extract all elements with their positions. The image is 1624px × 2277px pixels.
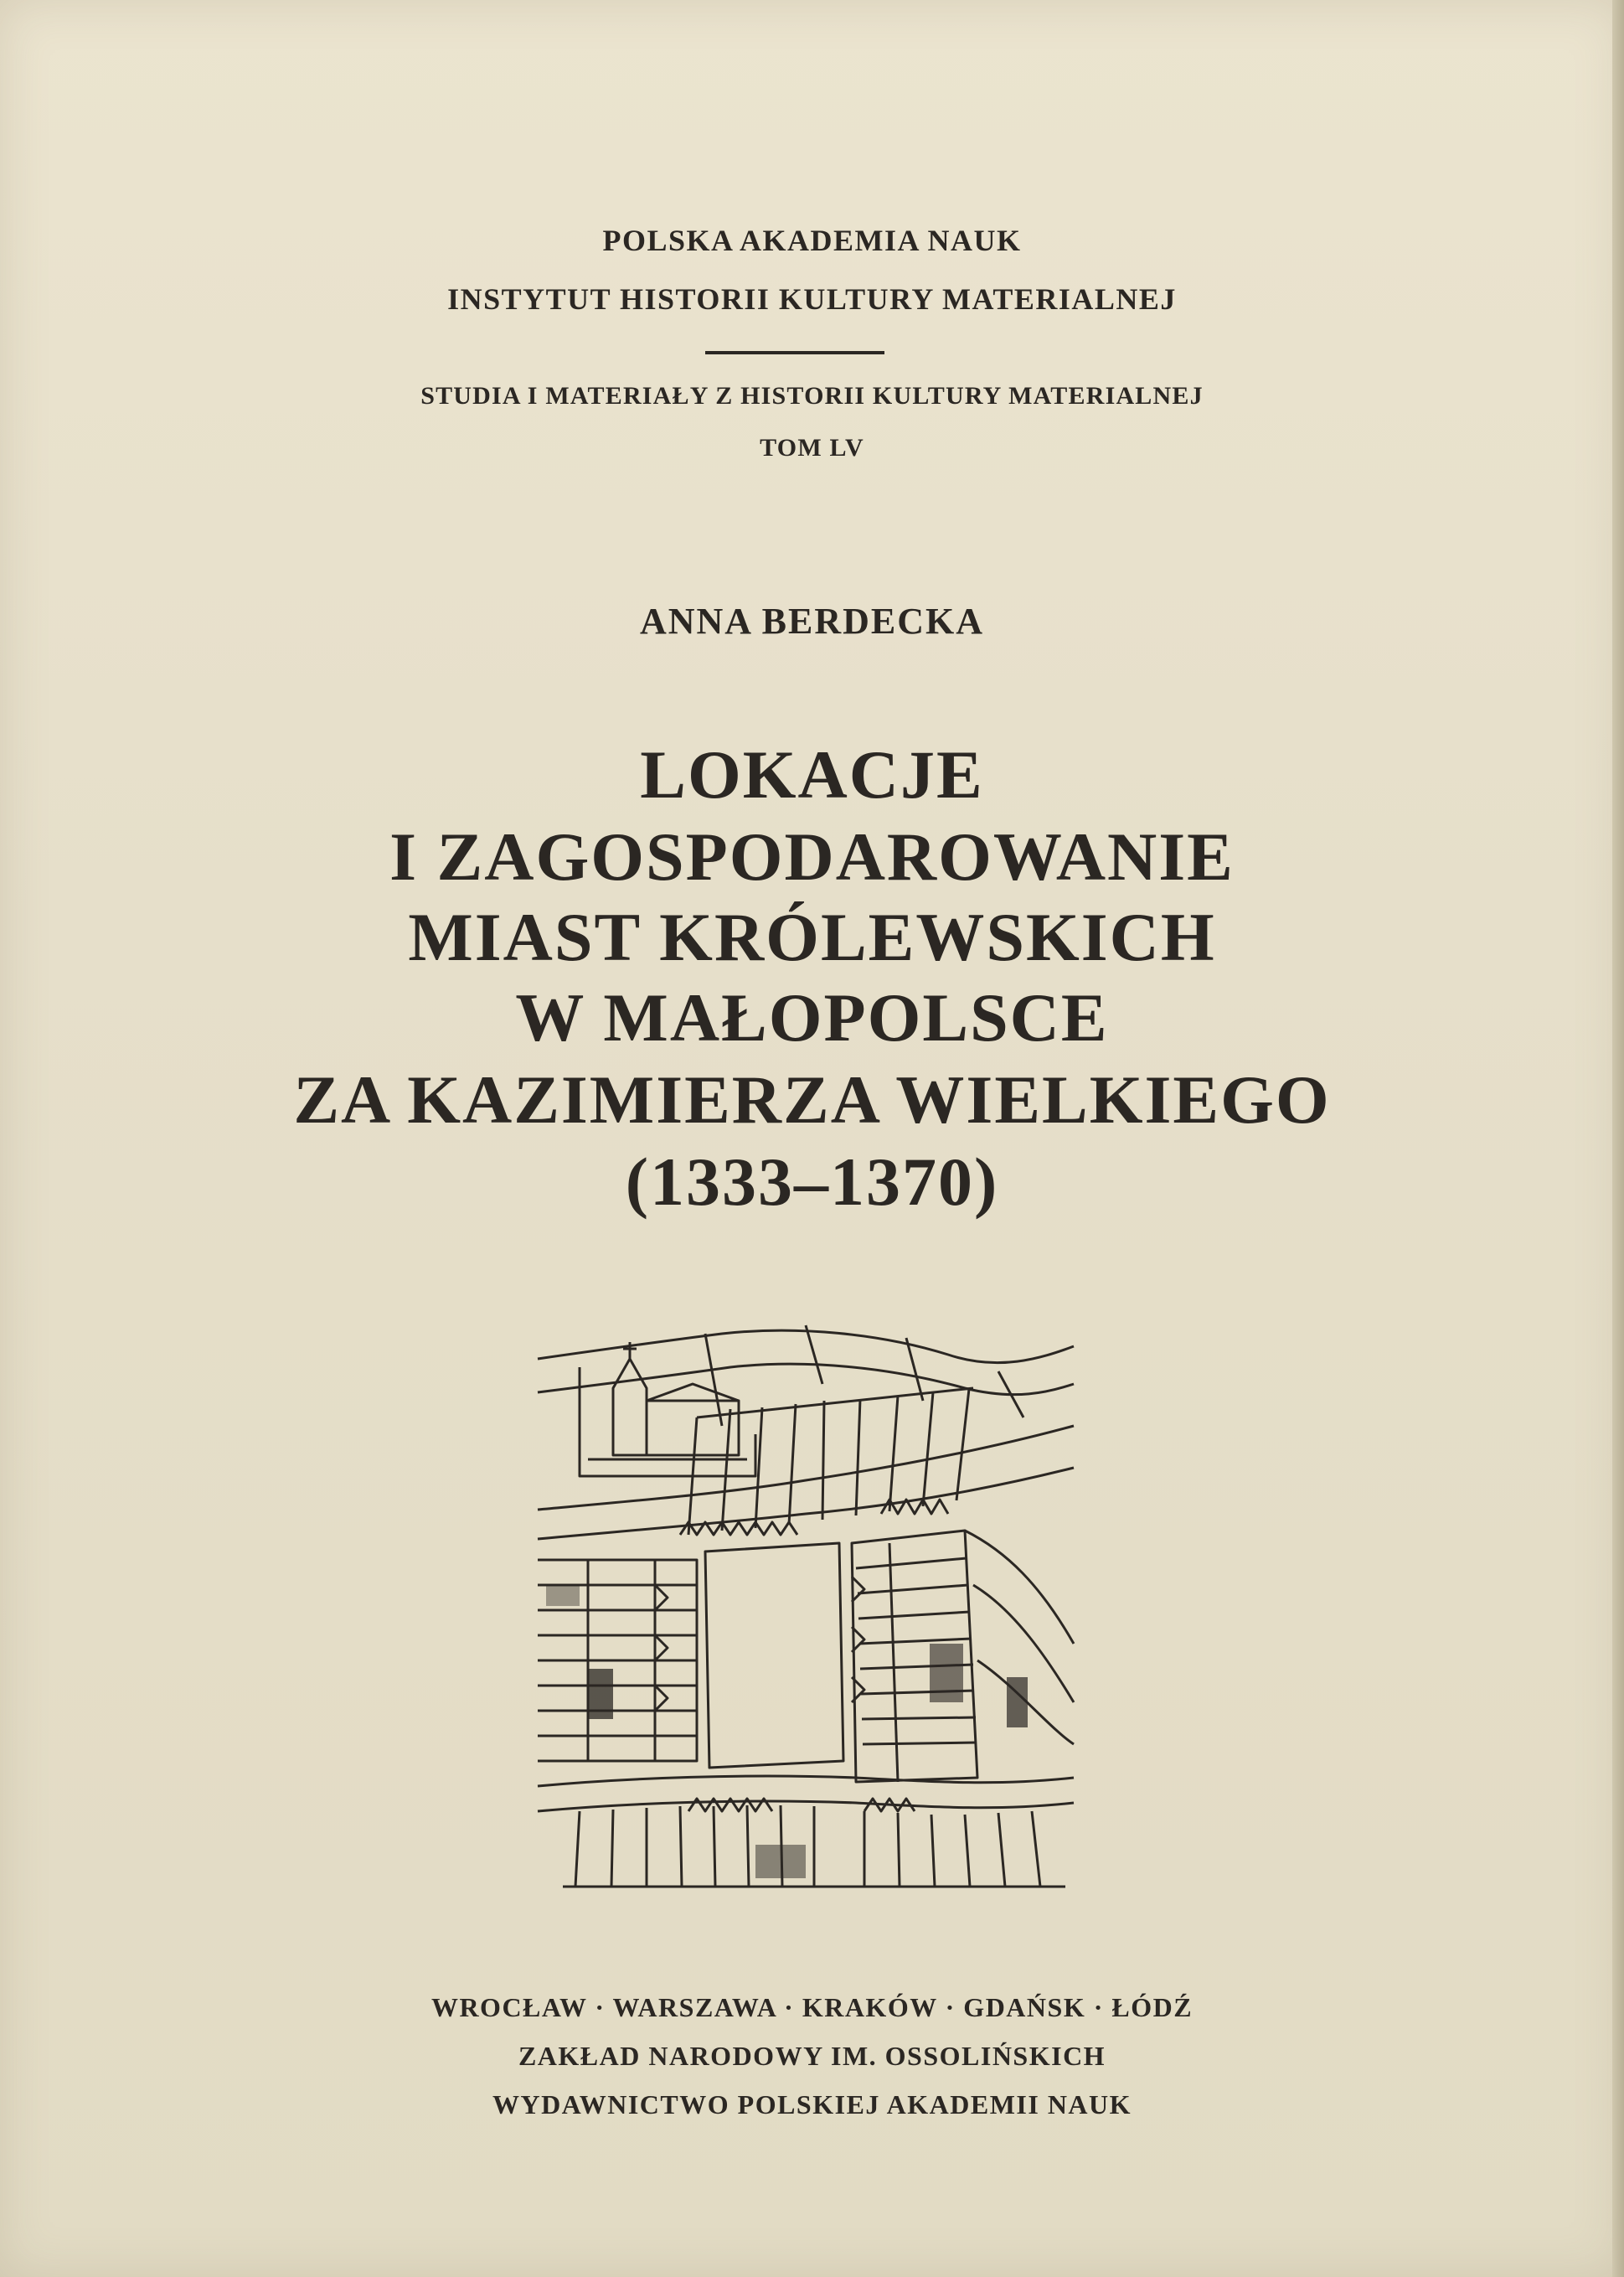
cover-edge	[1612, 0, 1624, 2277]
publisher-cities: WROCŁAW · WARSZAWA · KRAKÓW · GDAŃSK · ŁÓDŹ	[430, 1992, 1194, 2022]
institute-name: INSTYTUT HISTORII KULTURY MATERIALNEJ	[447, 282, 1177, 316]
title-line-3: MIAST KRÓLEWSKICH	[408, 899, 1216, 975]
author-name: ANNA BERDECKA	[639, 601, 985, 642]
title-line-4: W MAŁOPOLSCE	[515, 979, 1109, 1056]
publisher-imprint: ZAKŁAD NARODOWY IM. OSSOLIŃSKICH	[518, 2041, 1106, 2071]
title-line-1: LOKACJE	[640, 736, 984, 813]
series-name: STUDIA I MATERIAŁY Z HISTORII KULTURY MATERIALNEJ	[420, 382, 1204, 410]
academy-name: POLSKA AKADEMIA NAUK	[602, 224, 1022, 257]
title-line-2: I ZAGOSPODAROWANIE	[389, 818, 1235, 895]
title-line-5: ZA KAZIMIERZA WIELKIEGO	[293, 1061, 1331, 1138]
title-line-6: (1333–1370)	[625, 1144, 999, 1220]
town-plan-drawing-icon	[529, 1309, 1075, 1895]
volume-number: TOM LV	[760, 434, 864, 462]
publisher-house: WYDAWNICTWO POLSKIEJ AKADEMII NAUK	[492, 2089, 1132, 2120]
divider-rule	[705, 351, 884, 354]
